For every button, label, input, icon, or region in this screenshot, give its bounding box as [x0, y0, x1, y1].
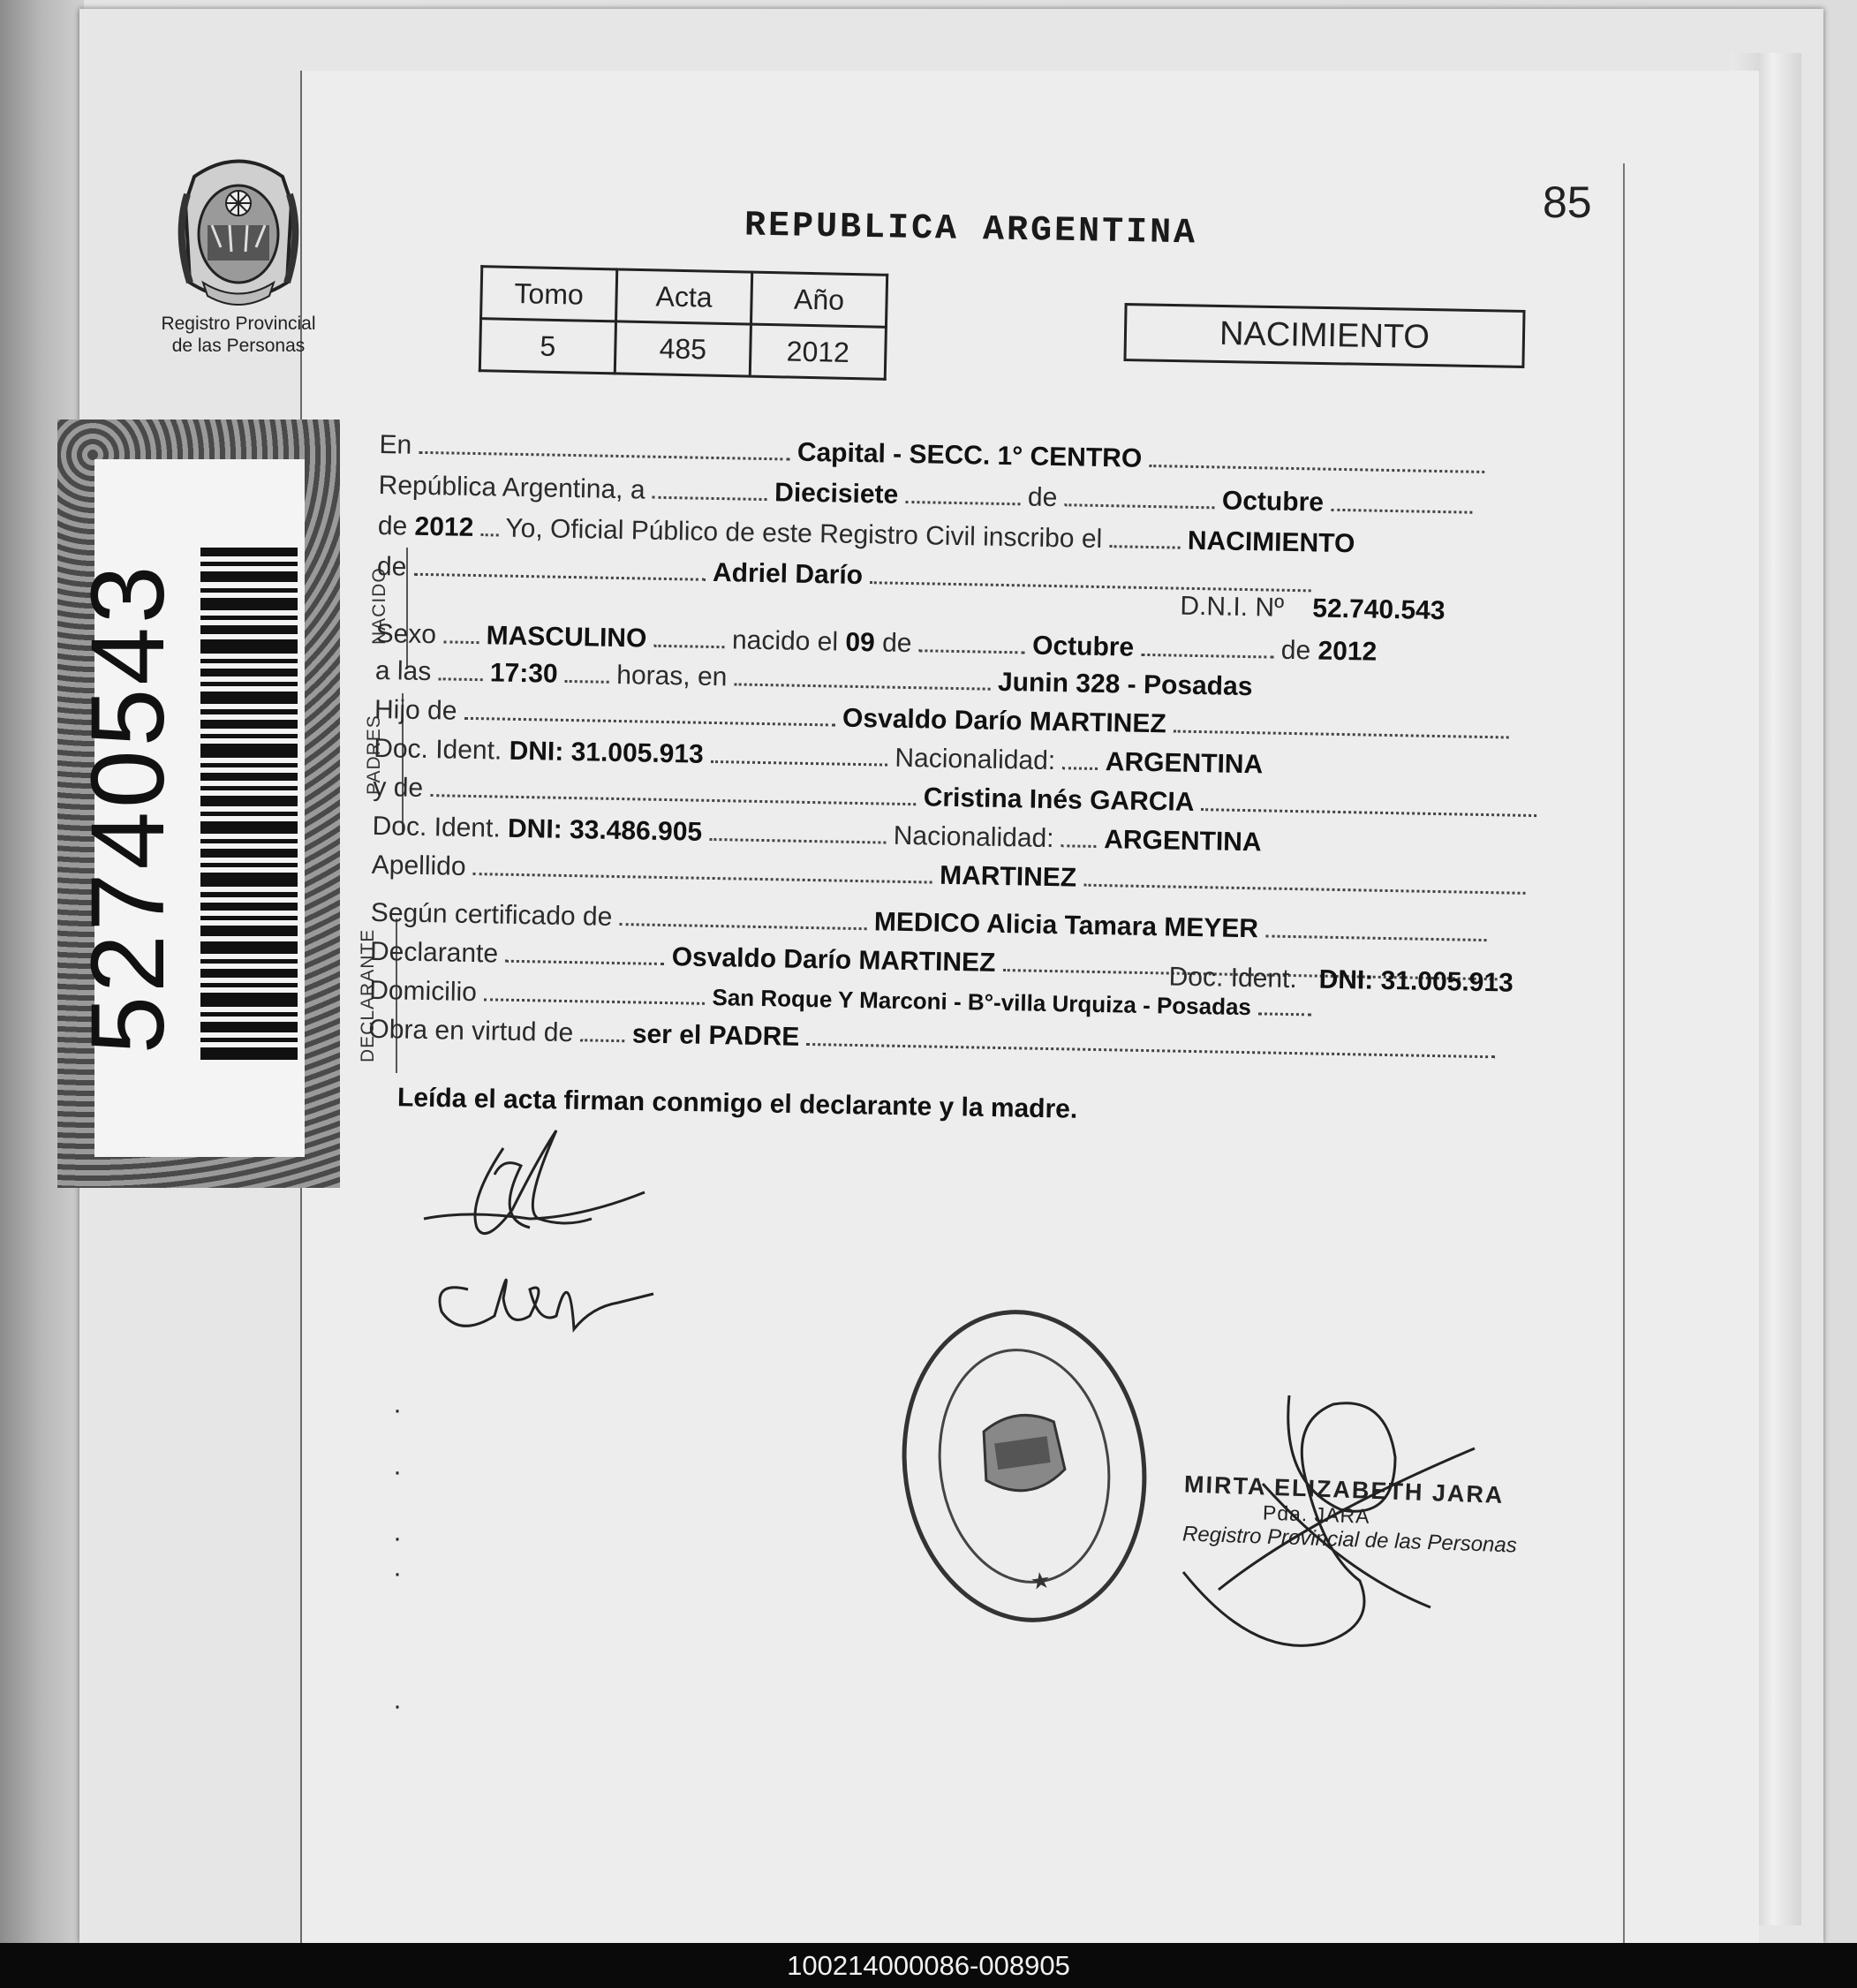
margin-mark: · [393, 1523, 402, 1553]
registrar-signature-icon [1130, 1378, 1483, 1660]
value-birth-year: 2012 [1317, 636, 1378, 667]
label-declarante: Declarante [369, 936, 499, 969]
value-sex: MASCULINO [486, 621, 647, 654]
register-value-ano: 2012 [750, 324, 886, 379]
dotted-line [580, 1012, 625, 1042]
dotted-line [1141, 627, 1274, 659]
dotted-line [1331, 482, 1473, 514]
label-de-birth-year: de [1280, 635, 1311, 666]
dotted-line [481, 507, 500, 536]
label-y-de: y de [373, 772, 424, 803]
dotted-line [1174, 704, 1510, 739]
register-header-acta: Acta [616, 269, 752, 324]
label-hijo: Hijo de [374, 694, 457, 726]
label-de-name: de [376, 551, 407, 582]
dotted-line [565, 654, 610, 684]
dotted-line [1202, 782, 1538, 817]
country-title: REPUBLICA ARGENTINA [744, 206, 1198, 254]
dotted-line [438, 651, 483, 681]
label-de-year: de [377, 510, 408, 541]
dotted-line [1109, 518, 1181, 548]
value-birth-month: Octubre [1031, 631, 1135, 662]
label-a-las: a las [374, 655, 432, 687]
value-reason: ser el PADRE [631, 1019, 800, 1052]
registry-stamp-icon [892, 1298, 1157, 1634]
label-horas: horas, en [616, 660, 728, 692]
label-dni: D.N.I. Nº [1180, 591, 1285, 623]
value-month: Octubre [1221, 486, 1325, 518]
dotted-line [1064, 477, 1215, 509]
barcode-number: 52740543 [70, 562, 186, 1054]
dotted-line [653, 618, 725, 648]
margin-mark: · [393, 1395, 402, 1425]
scan-id-footer: 100214000086-008905 [0, 1943, 1857, 1988]
label-obra: Obra en virtud de [368, 1014, 574, 1048]
document-type-box: NACIMIENTO [1123, 303, 1525, 368]
value-birth-day: 09 [845, 627, 876, 658]
section-label-declarante: DECLARANTE [358, 928, 378, 1062]
value-name: Adriel Darío [712, 557, 864, 591]
margin-mark: · [393, 1559, 402, 1588]
value-father-doc: DNI: 31.005.913 [509, 736, 705, 769]
label-de: de [1027, 482, 1058, 513]
label-certificado: Según certificado de [370, 897, 613, 932]
dotted-line [1149, 438, 1485, 473]
dotted-line [735, 656, 992, 690]
register-table [479, 265, 888, 381]
margin-mark: · [393, 1691, 402, 1720]
register-value-acta: 485 [615, 321, 751, 376]
logo-caption-line2: de las Personas [171, 336, 306, 356]
section-label-padres: PADRES [364, 714, 384, 795]
section-label-nacido: NACIDO [369, 567, 389, 645]
register-header-ano: Año [751, 272, 887, 327]
value-birth-time: 17:30 [489, 658, 558, 689]
value-mother-name: Cristina Inés GARCIA [923, 782, 1195, 817]
registrar-name: MIRTA ELIZABETH JARA [1183, 1470, 1505, 1509]
dotted-line [919, 623, 1026, 654]
label-en: En [379, 429, 412, 460]
barcode-label [70, 459, 305, 1157]
barcode-panel [57, 420, 340, 1188]
registrar-institution: Registro Provincial de las Personas [1181, 1522, 1518, 1558]
value-declarant-doc: DNI: 31.005.913 [1318, 964, 1514, 998]
value-declarant: Osvaldo Darío MARTINEZ [671, 942, 996, 978]
dotted-line [464, 691, 836, 727]
value-certificate: MEDICO Alicia Tamara MEYER [873, 907, 1259, 944]
registrar-role: Pda. JARA [1262, 1500, 1370, 1528]
closing-statement: Leída el acta firman conmigo el declarante y la madre. [396, 1083, 1078, 1124]
value-birth-place: Junin 328 - Posadas [997, 667, 1253, 702]
logo-caption-line1: Registro Provincial [161, 314, 316, 334]
label-declarant-doc: Doc. Ident. [1168, 962, 1298, 994]
value-act-type: NACIMIENTO [1187, 525, 1355, 559]
register-header-row [481, 267, 887, 328]
dotted-line [619, 896, 867, 930]
value-father-nationality: ARGENTINA [1105, 747, 1264, 780]
dotted-line [1265, 908, 1487, 941]
value-address: San Roque Y Marconi - B°-villa Urquiza - Posadas [712, 984, 1252, 1021]
label-apellido: Apellido [371, 850, 466, 881]
dotted-line [711, 734, 888, 767]
value-mother-doc: DNI: 33.486.905 [507, 813, 703, 847]
sheet-right-border [1623, 163, 1625, 1947]
register-value-tomo: 5 [479, 319, 615, 374]
value-father-name: Osvaldo Darío MARTINEZ [842, 703, 1167, 739]
province-seal-icon [150, 150, 327, 309]
label-nacionalidad-mother: Nacionalidad: [893, 820, 1054, 854]
value-place: Capital - SECC. 1° CENTRO [796, 437, 1143, 473]
svg-text:★: ★ [1028, 1567, 1053, 1597]
dotted-line [653, 470, 768, 501]
margin-mark: · [393, 1457, 402, 1486]
label-nacido: nacido el [731, 625, 839, 657]
declarant-signature-icon [415, 1122, 662, 1351]
label-sexo: Sexo [375, 618, 437, 650]
register-header-tomo: Tomo [481, 267, 617, 321]
label-domicilio: Domicilio [368, 975, 478, 1008]
dotted-line [1062, 740, 1098, 770]
label-nacionalidad-father: Nacionalidad: [895, 743, 1056, 776]
register-value-row [479, 319, 886, 380]
dotted-line [905, 474, 1021, 505]
value-year: 2012 [414, 511, 474, 542]
label-republica: República Argentina, a [378, 470, 645, 505]
value-mother-nationality: ARGENTINA [1103, 825, 1262, 858]
value-dni: 52.740.543 [1312, 593, 1446, 626]
page-number: 85 [1543, 178, 1592, 227]
dotted-line [709, 812, 887, 844]
value-day: Diecisiete [774, 478, 899, 510]
label-doc-mother: Doc. Ident. [372, 811, 502, 843]
dotted-line [443, 614, 479, 644]
barcode-icon [200, 548, 298, 1069]
dotted-line [419, 425, 790, 461]
registry-logo [150, 150, 327, 357]
label-doc-father: Doc. Ident. [373, 733, 502, 766]
label-inscribe: Yo, Oficial Público de este Registro Civil inscribo el [505, 513, 1103, 555]
value-surname: MARTINEZ [939, 860, 1077, 893]
label-de-birth: de [881, 628, 912, 659]
dotted-line [1061, 818, 1098, 848]
